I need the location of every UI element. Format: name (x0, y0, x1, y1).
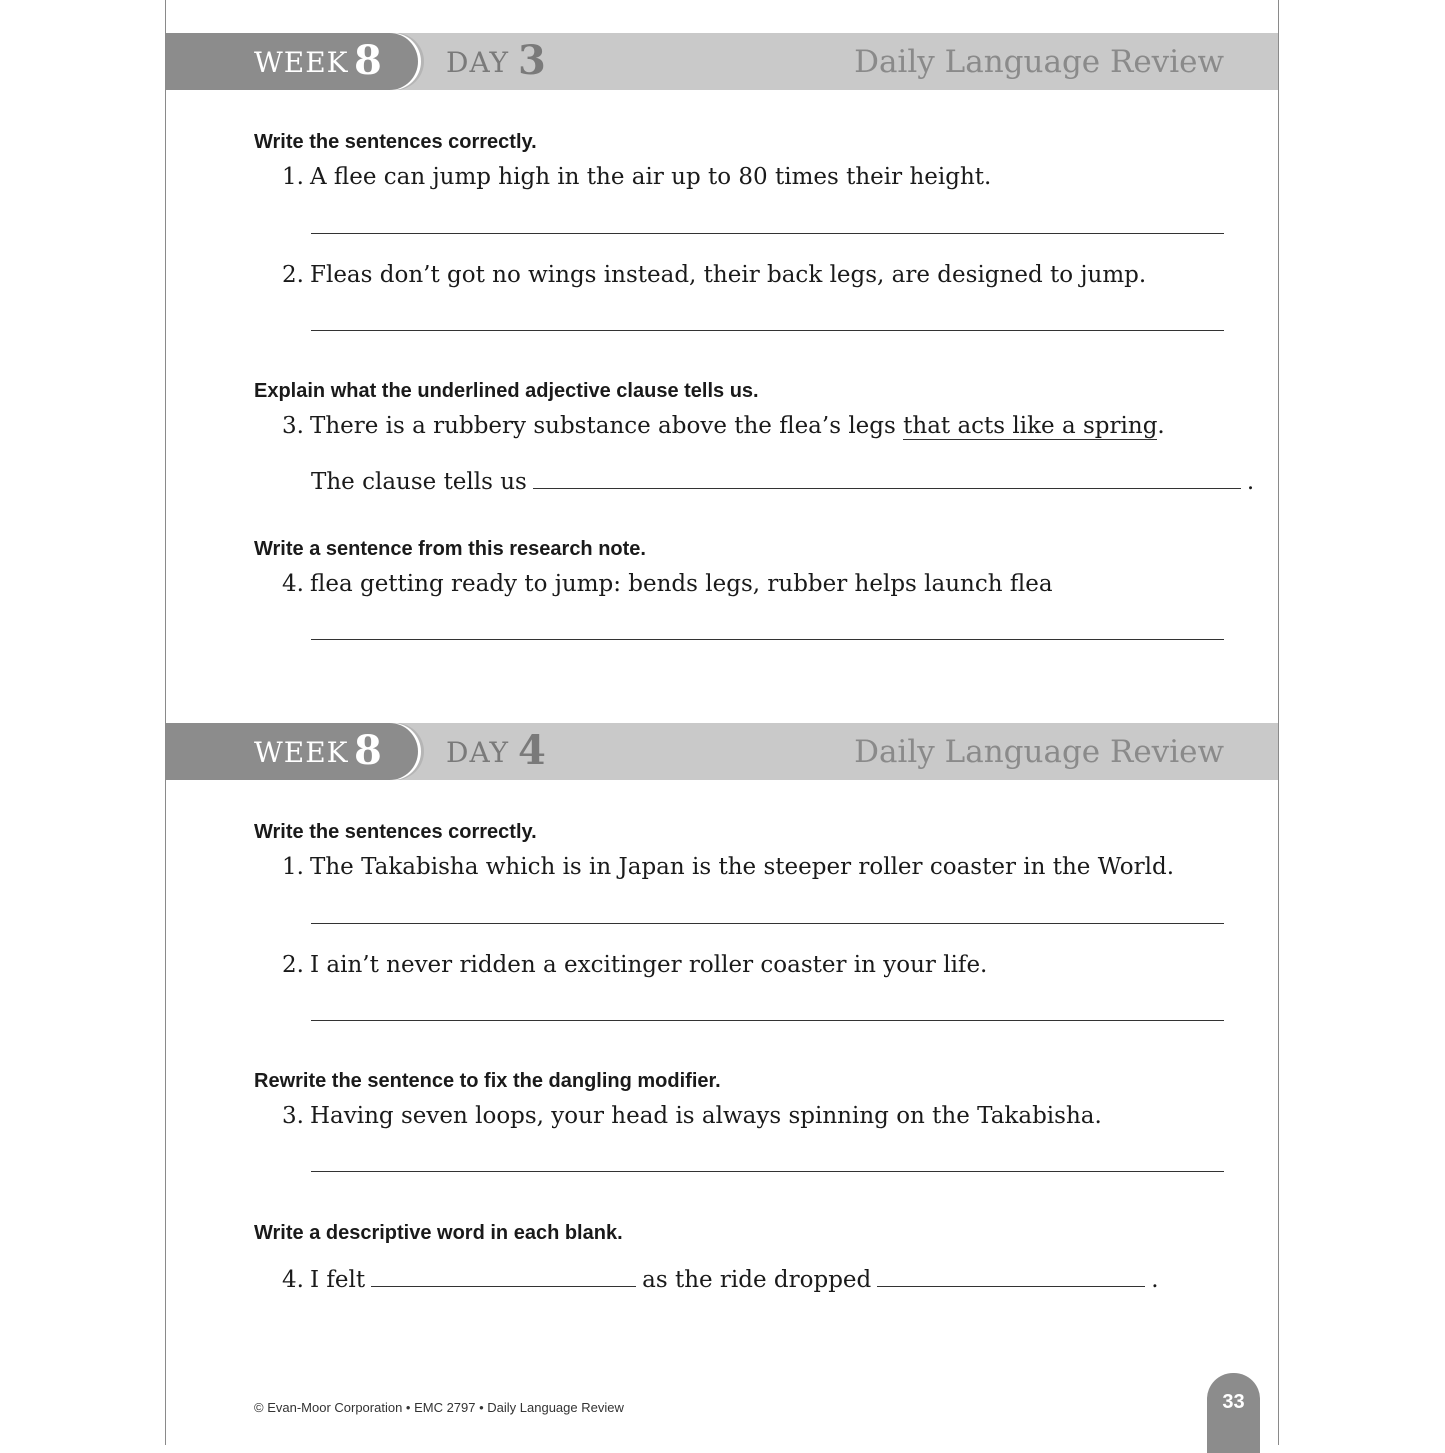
day-label: DAY (446, 46, 510, 79)
day-number: 3 (518, 37, 546, 84)
answer-blank[interactable] (371, 1285, 636, 1287)
exercise-item (282, 571, 1053, 597)
underlined-clause: that acts like a spring (903, 413, 1158, 439)
item-text: Fleas don’t got no wings instead, their back legs, are designed to jump. (310, 262, 1147, 288)
item-text: as the ride dropped (642, 1267, 872, 1293)
exercise-item (282, 1267, 1159, 1293)
answer-line[interactable] (311, 923, 1224, 924)
exercise-item (282, 854, 1174, 880)
item-text: I ain’t never ridden a excitinger roller coaster in your life. (310, 952, 988, 978)
day-label: DAY (446, 736, 510, 769)
item-text: flea getting ready to jump: bends legs, rubber helps launch flea (310, 571, 1053, 597)
item-text: Having seven loops, your head is always spinning on the Takabisha. (310, 1103, 1102, 1129)
week-label: WEEK (254, 46, 349, 79)
exercise-item (282, 952, 987, 978)
item-number: 3. (282, 1103, 304, 1129)
week-tab (166, 723, 418, 780)
instruction: Write a sentence from this research note. (254, 538, 646, 560)
exercise-item (282, 1103, 1102, 1129)
item-text: I felt (310, 1267, 366, 1293)
section-header-day-3 (166, 33, 1278, 90)
exercise-item (282, 262, 1146, 288)
item-text: There is a rubbery substance above the flea’s legs (310, 413, 904, 439)
item-text: The Takabisha which is in Japan is the steeper roller coaster in the World. (310, 854, 1175, 880)
instruction: Write a descriptive word in each blank. (254, 1222, 623, 1244)
item-number: 4. (282, 1267, 304, 1293)
exercise-item (282, 413, 1165, 439)
day-number: 4 (518, 727, 546, 774)
instruction: Write the sentences correctly. (254, 131, 537, 153)
week-number: 8 (354, 727, 382, 774)
section-title: Daily Language Review (854, 44, 1224, 80)
answer-line[interactable] (311, 1171, 1224, 1172)
item-number: 3. (282, 413, 304, 439)
footer-copyright: © Evan-Moor Corporation • EMC 2797 • Daily Language Review (254, 1400, 624, 1415)
week-label: WEEK (254, 736, 349, 769)
item-text: A flee can jump high in the air up to 80 times their height. (310, 164, 992, 190)
instruction: Explain what the underlined adjective clause tells us. (254, 380, 759, 402)
answer-line[interactable] (311, 639, 1224, 640)
page-number: 33 (1222, 1391, 1245, 1413)
clause-prompt (311, 469, 1254, 495)
answer-line[interactable] (311, 1020, 1224, 1021)
instruction: Rewrite the sentence to fix the dangling modifier. (254, 1070, 721, 1092)
answer-line[interactable] (311, 233, 1224, 234)
item-text-end: . (1157, 413, 1165, 439)
week-number: 8 (354, 37, 382, 84)
item-number: 2. (282, 262, 304, 288)
item-number: 2. (282, 952, 304, 978)
instruction: Write the sentences correctly. (254, 821, 537, 843)
exercise-item (282, 164, 991, 190)
item-number: 1. (282, 854, 304, 880)
prompt-end: . (1246, 469, 1255, 495)
week-tab (166, 33, 418, 90)
page-number-tab (1207, 1373, 1260, 1453)
item-number: 4. (282, 571, 304, 597)
prompt-text: The clause tells us (311, 469, 527, 495)
answer-line[interactable] (311, 330, 1224, 331)
answer-blank[interactable] (533, 487, 1241, 489)
page-border-right (1278, 0, 1279, 1445)
section-header-day-4 (166, 723, 1278, 780)
section-title: Daily Language Review (854, 734, 1224, 770)
answer-blank[interactable] (877, 1285, 1145, 1287)
item-number: 1. (282, 164, 304, 190)
item-text-end: . (1151, 1267, 1159, 1293)
